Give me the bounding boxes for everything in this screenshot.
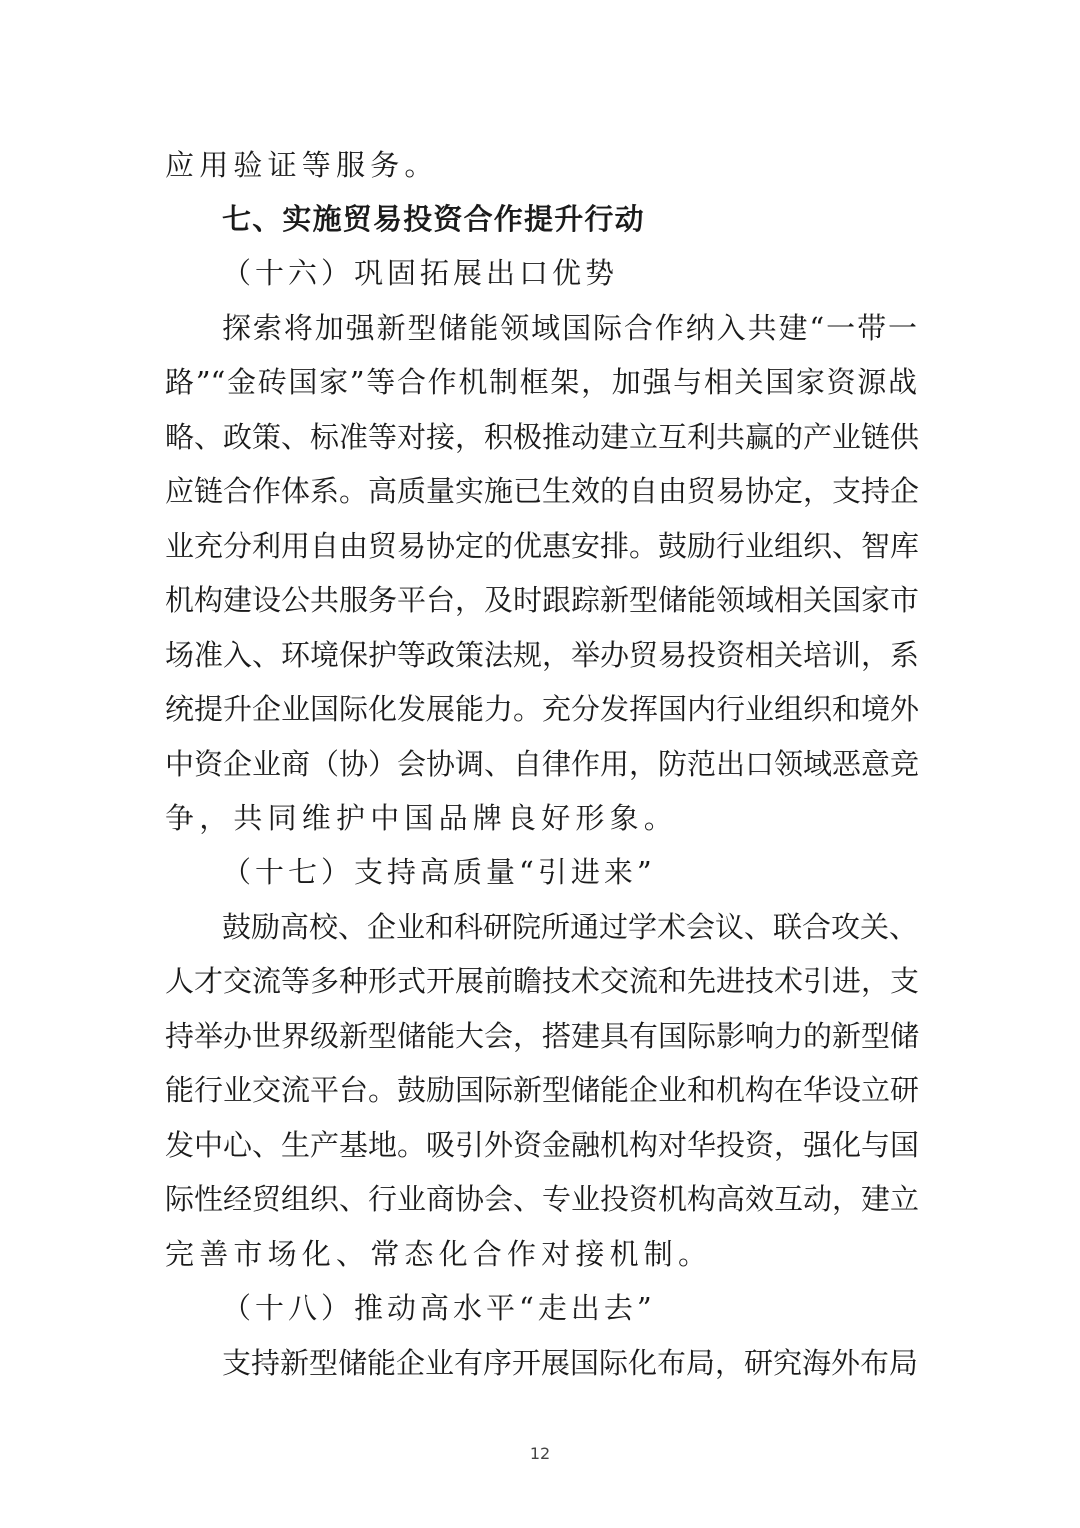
body-text-line: 际性经贸组织、行业商协会、专业投资机构高效互动，建立 — [165, 1182, 920, 1216]
body-text-line: 统提升企业国际化发展能力。充分发挥国内行业组织和境外 — [165, 692, 920, 726]
page-number: 12 — [529, 1444, 551, 1463]
body-text-line: 持举办世界级新型储能大会，搭建具有国际影响力的新型储 — [165, 1019, 920, 1053]
body-text-line: 能行业交流平台。鼓励国际新型储能企业和机构在华设立研 — [165, 1073, 920, 1107]
body-text-line: 略、政策、标准等对接，积极推动建立互利共赢的产业链供 — [165, 420, 920, 454]
paragraph-first-line: 鼓励高校、企业和科研院所通过学术会议、联合攻关、 — [222, 910, 919, 944]
body-text-line: 路”“金砖国家”等合作机制框架，加强与相关国家资源战 — [165, 365, 917, 399]
body-text-line: 争，共同维护中国品牌良好形象。 — [165, 801, 679, 835]
body-text-line: 人才交流等多种形式开展前瞻技术交流和先进技术引进，支 — [165, 964, 920, 998]
body-text-line: 应链合作体系。高质量实施已生效的自由贸易协定，支持企 — [165, 474, 920, 508]
body-text-line: 业充分利用自由贸易协定的优惠安排。鼓励行业组织、智库 — [165, 529, 920, 563]
sub-heading: （十六）巩固拓展出口优势 — [222, 256, 619, 290]
sub-heading: （十八）推动高水平“走出去” — [222, 1291, 656, 1325]
section-heading: 七、实施贸易投资合作提升行动 — [222, 202, 645, 236]
body-text-line: 应用验证等服务。 — [165, 148, 439, 182]
body-text-line: 机构建设公共服务平台，及时跟踪新型储能领域相关国家市 — [165, 583, 920, 617]
body-text-line: 发中心、生产基地。吸引外资金融机构对华投资，强化与国 — [165, 1128, 920, 1162]
body-text-line: 中资企业商（协）会协调、自律作用，防范出口领域恶意竞 — [165, 747, 920, 781]
sub-heading: （十七）支持高质量“引进来” — [222, 855, 656, 889]
body-text-line: 场准入、环境保护等政策法规，举办贸易投资相关培训，系 — [165, 638, 920, 672]
paragraph-first-line: 支持新型储能企业有序开展国际化布局，研究海外布局 — [222, 1346, 919, 1380]
body-text-line: 完善市场化、常态化合作对接机制。 — [165, 1237, 713, 1271]
paragraph-first-line: 探索将加强新型储能领域国际合作纳入共建“一带一 — [222, 311, 917, 345]
